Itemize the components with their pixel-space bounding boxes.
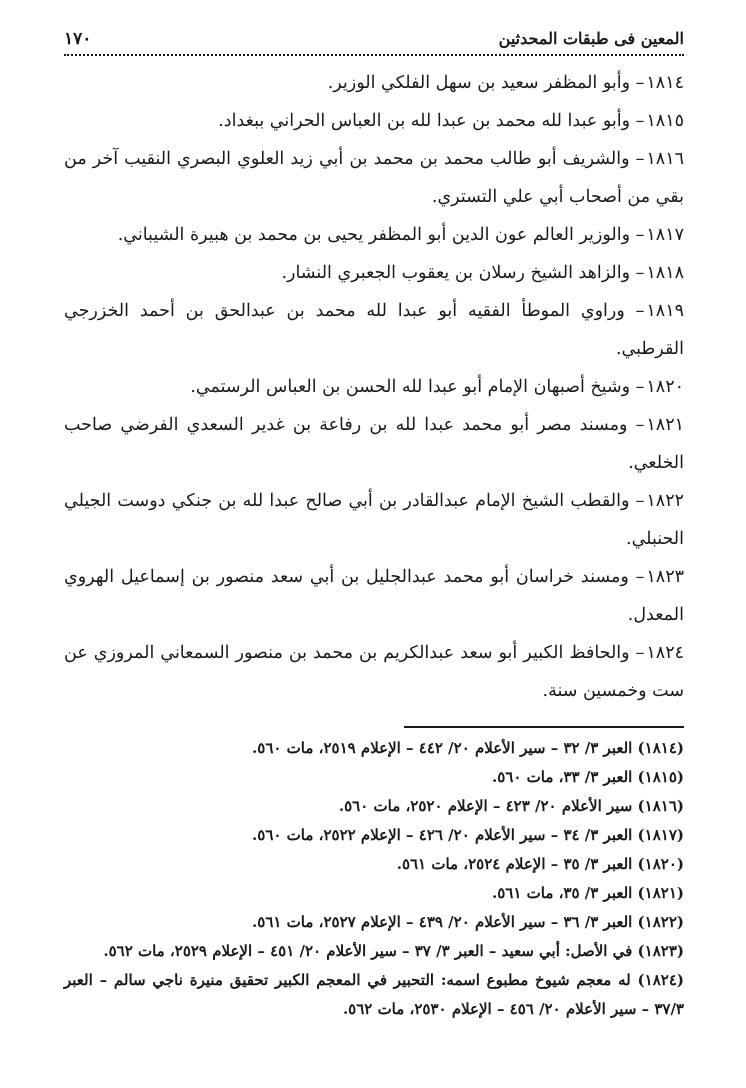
footnote: (١٨١٥) العبر ٣/ ٣٣، مات ٥٦٠.	[492, 768, 684, 786]
entry-1816	[64, 140, 684, 216]
entry-1821	[64, 406, 684, 482]
footnote: (١٨٢٤) له معجم شيوخ مطبوع اسمه: التحبير في المعجم الكبير تحقيق منيرة ناجي سالم – العبر ٣٧/٣ – سير الأعلام ٢٠/ ٤٥٦ – الإعلام ٢٥٣٠، مات ٥٦٢.	[64, 971, 684, 1018]
entry-number: ١٨١٤	[646, 73, 684, 93]
entry-number: ١٨١٥	[646, 111, 684, 131]
entry-1820	[64, 368, 684, 406]
entry-number: ١٨١٩	[646, 301, 684, 321]
entry-number: ١٨٢٤	[646, 643, 684, 663]
entry-number: ١٨٢٠	[646, 377, 684, 397]
entry-1822	[64, 482, 684, 558]
entry-1817	[64, 216, 684, 254]
entry-text: – والشريف أبو طالب محمد بن محمد بن أبي زيد العلوي البصري النقيب آخر من بقي من أصحاب أبي علي التستري.	[64, 149, 684, 207]
page-number: ١٧٠	[64, 29, 92, 49]
footnote: (١٨١٦) سير الأعلام ٢٠/ ٤٢٣ – الإعلام ٢٥٢٠، مات ٥٦٠.	[338, 797, 684, 815]
entry-text: – وشيخ أصبهان الإمام أبو عبدا لله الحسن بن العباس الرستمي.	[190, 377, 645, 397]
entry-number: ١٨٢١	[646, 415, 684, 435]
entry-1819	[64, 292, 684, 368]
footnote-divider	[404, 726, 684, 728]
book-page	[64, 28, 684, 1024]
entry-text: – وأبو المظفر سعيد بن سهل الفلكي الوزير.	[327, 73, 645, 93]
footnote: (١٨٢٠) العبر ٣/ ٣٥ – الإعلام ٢٥٢٤، مات ٥٦١.	[396, 855, 684, 873]
entry-number: ١٨٢٢	[646, 491, 684, 511]
entry-1814	[64, 64, 684, 102]
entry-1823	[64, 558, 684, 634]
footnotes-list	[64, 734, 684, 1024]
entries-list	[64, 64, 684, 710]
entry-text: – ومسند مصر أبو محمد عبدا لله بن رفاعة بن غدير السعدي الفرضي صاحب الخلعي.	[64, 415, 684, 473]
entry-number: ١٨١٧	[646, 225, 684, 245]
entry-text: – والزاهد الشيخ رسلان بن يعقوب الجعبري النشار.	[281, 263, 645, 283]
footnote: (١٨٢١) العبر ٣/ ٣٥، مات ٥٦١.	[492, 884, 684, 902]
entry-text: – والوزير العالم عون الدين أبو المظفر يحيى بن محمد بن هبيرة الشيباني.	[117, 225, 645, 245]
entry-number: ١٨١٦	[646, 149, 684, 169]
entry-1824	[64, 634, 684, 710]
entry-number: ١٨١٨	[646, 263, 684, 283]
entry-text: – وراوي الموطأ الفقيه أبو عبدا لله محمد بن عبدالحق بن أحمد الخزرجي القرطبي.	[64, 301, 684, 359]
entry-text: – وأبو عبدا لله محمد بن عبدا لله بن العباس الحراني ببغداد.	[218, 111, 645, 131]
entry-text: – والقطب الشيخ الإمام عبدالقادر بن أبي صالح عبدا لله بن جنكي دوست الجيلي الحنبلي.	[64, 491, 684, 549]
footnote: (١٨٢٣) في الأصل: أبي سعيد – العبر ٣/ ٣٧ – سير الأعلام ٢٠/ ٤٥١ – الإعلام ٢٥٢٩، مات ٥٦٢.	[103, 942, 684, 960]
footnote: (١٨٢٢) العبر ٣/ ٣٦ – سير الأعلام ٢٠/ ٤٣٩ – الإعلام ٢٥٢٧، مات ٥٦١.	[252, 913, 684, 931]
entry-number: ١٨٢٣	[646, 567, 684, 587]
footnote: (١٨١٤) العبر ٣/ ٣٢ – سير الأعلام ٢٠/ ٤٤٢ – الإعلام ٢٥١٩، مات ٥٦٠.	[252, 739, 684, 757]
entry-1815	[64, 102, 684, 140]
running-header	[64, 28, 684, 56]
footnote: (١٨١٧) العبر ٣/ ٣٤ – سير الأعلام ٢٠/ ٤٢٦ – الإعلام ٢٥٢٢، مات ٥٦٠.	[252, 826, 684, 844]
entry-text: – ومسند خراسان أبو محمد عبدالجليل بن أبي سعد منصور بن إسماعيل الهروي المعدل.	[64, 567, 684, 625]
entry-1818	[64, 254, 684, 292]
running-title: المعين فى طبقات المحدثين	[498, 29, 684, 48]
entry-text: – والحافظ الكبير أبو سعد عبدالكريم بن محمد بن منصور السمعاني المروزي عن ست وخمسين سنة.	[64, 643, 684, 701]
